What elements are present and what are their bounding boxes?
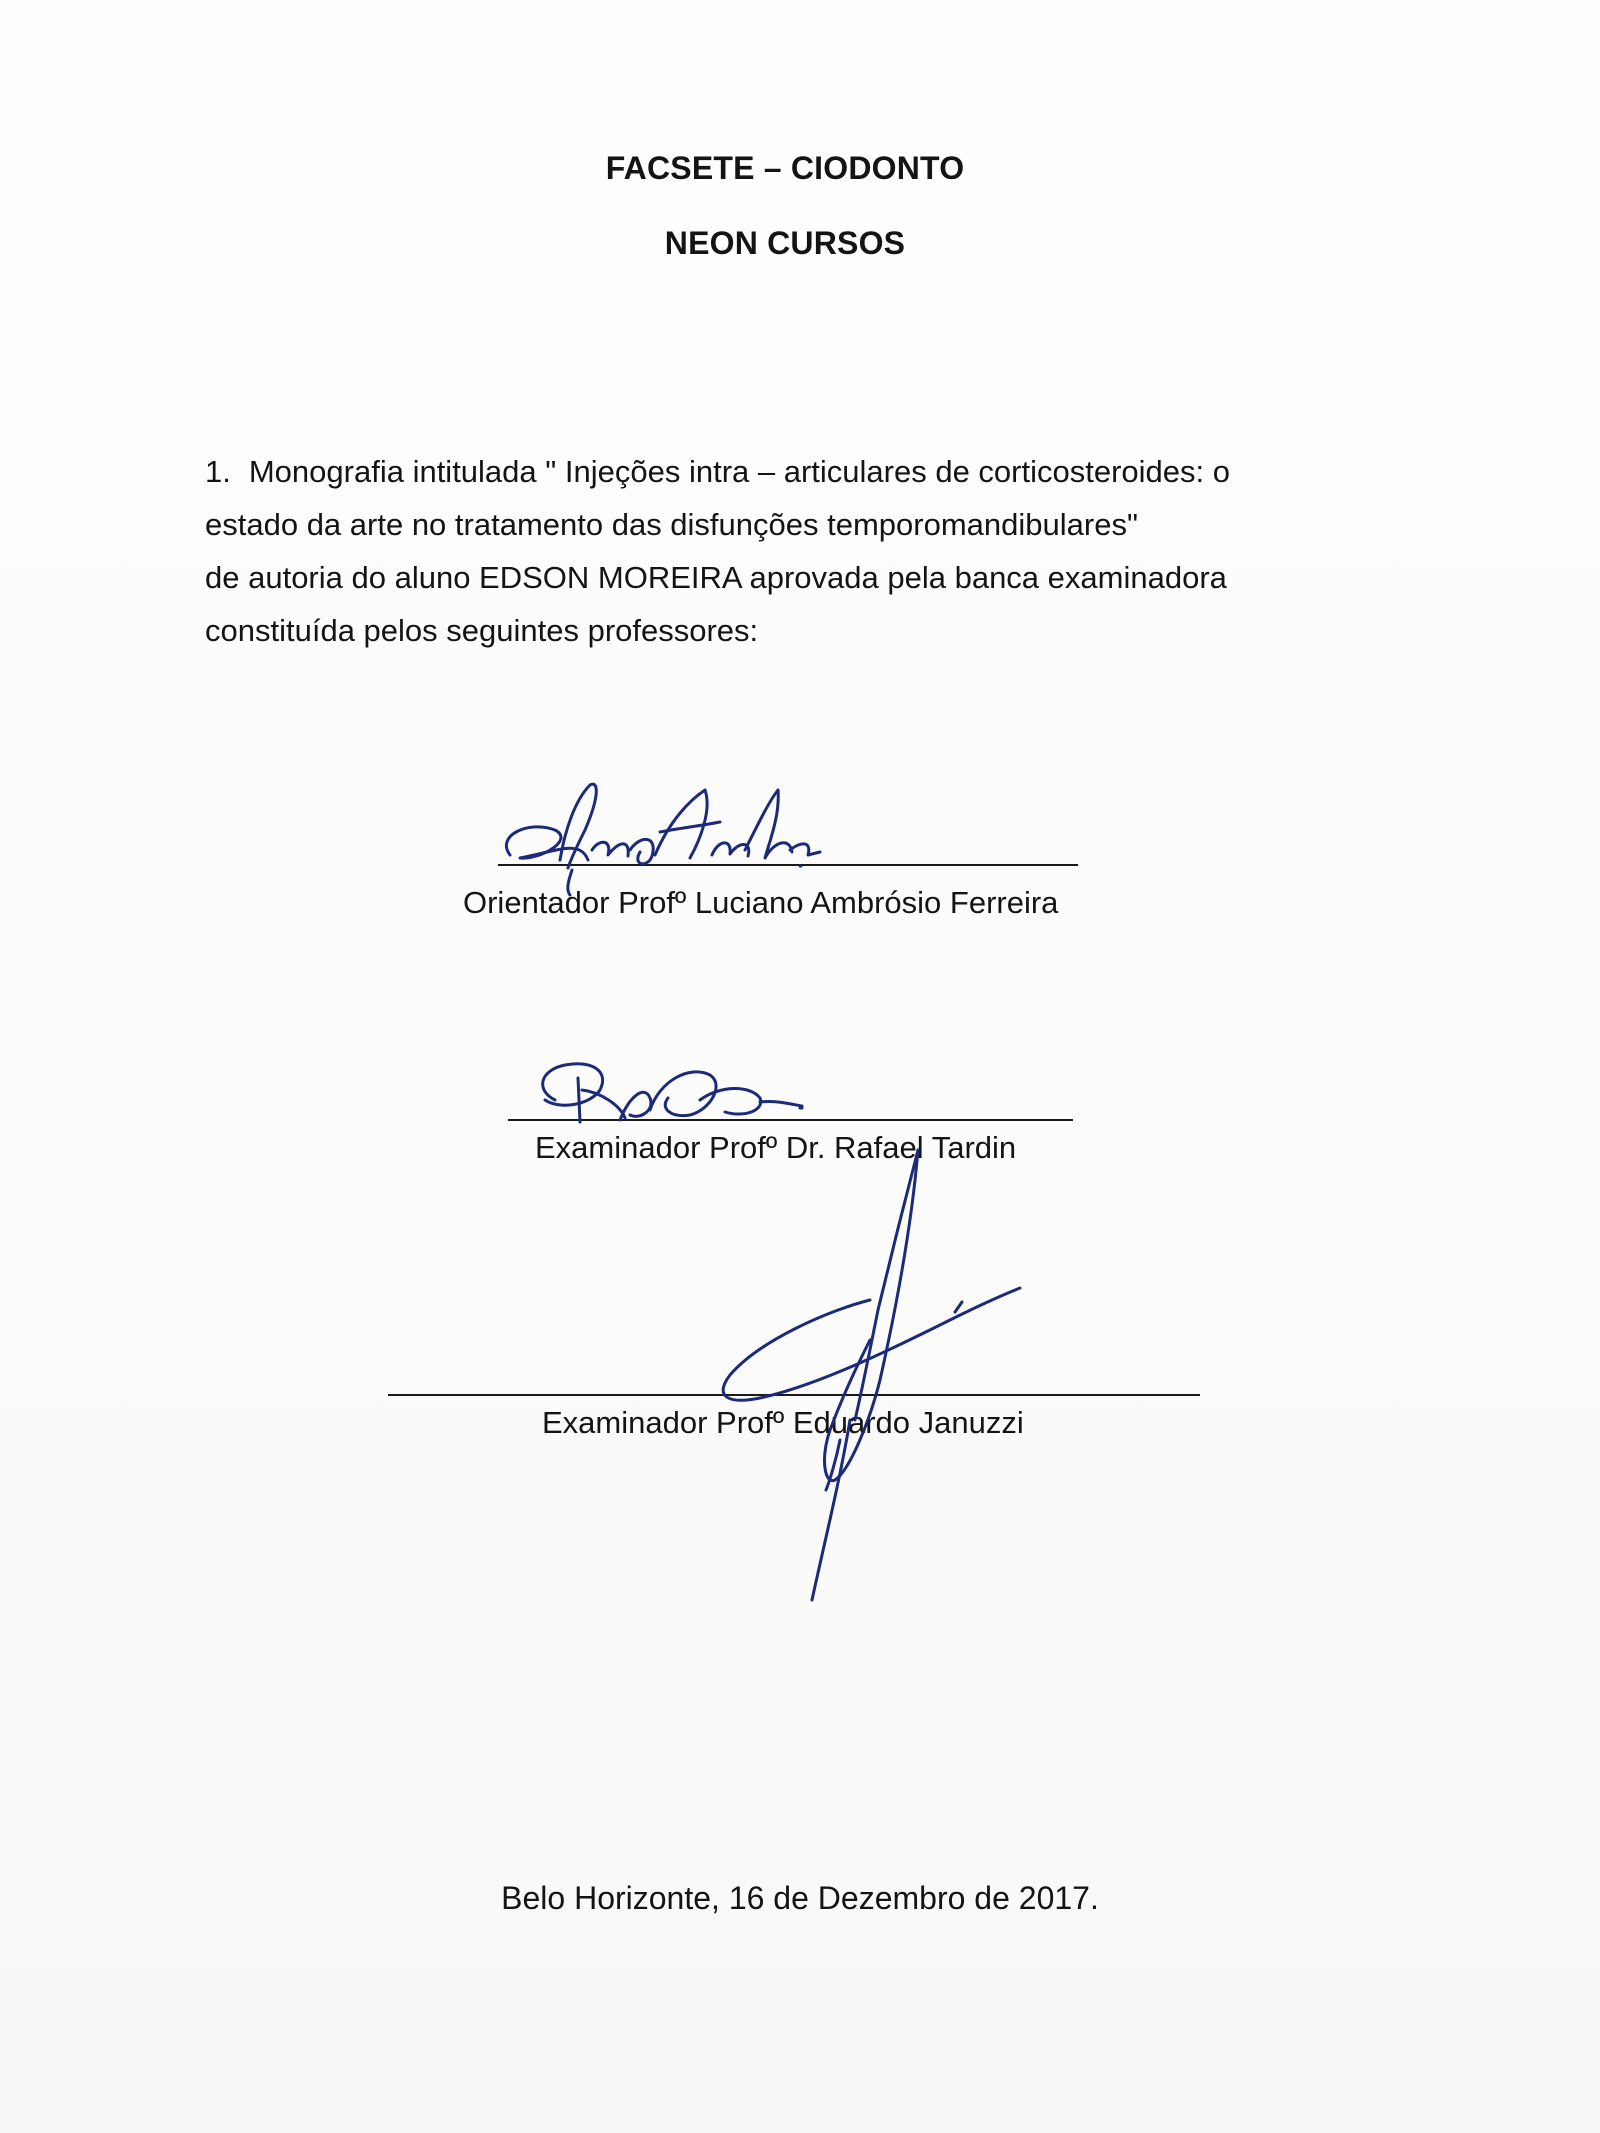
course-title: NEON CURSOS (664, 225, 906, 261)
signature-advisor (506, 784, 820, 895)
statement-line-4: constituída pelos seguintes professores: (205, 613, 759, 648)
statement-paragraph (205, 445, 1405, 657)
signature-examiner-1 (543, 1064, 802, 1122)
signature-caption-advisor: Orientador Profº Luciano Ambrósio Ferreira (463, 885, 1059, 920)
statement-line-1: 1. Monografia intitulada " Injeções intra – articulares de corticosteroides: o (205, 454, 1230, 489)
signature-line-examiner-2 (388, 1394, 1200, 1396)
signature-caption-examiner-1: Examinador Profº Dr. Rafael Tardin (535, 1130, 1017, 1165)
signature-examiner-2 (723, 1150, 1020, 1600)
statement-line-2: estado da arte no tratamento das disfunções temporomandibulares" (205, 507, 1138, 542)
item-number: 1. (205, 454, 231, 489)
place-and-date: Belo Horizonte, 16 de Dezembro de 2017. (501, 1880, 1099, 1916)
statement-line-3: de autoria do aluno EDSON MOREIRA aprovada pela banca examinadora (205, 560, 1227, 595)
signature-caption-examiner-2: Examinador Profº Eduardo Januzzi (542, 1405, 1024, 1440)
institution-title: FACSETE – CIODONTO (605, 150, 965, 186)
signature-line-advisor (498, 864, 1078, 866)
signature-line-examiner-1 (508, 1119, 1073, 1121)
